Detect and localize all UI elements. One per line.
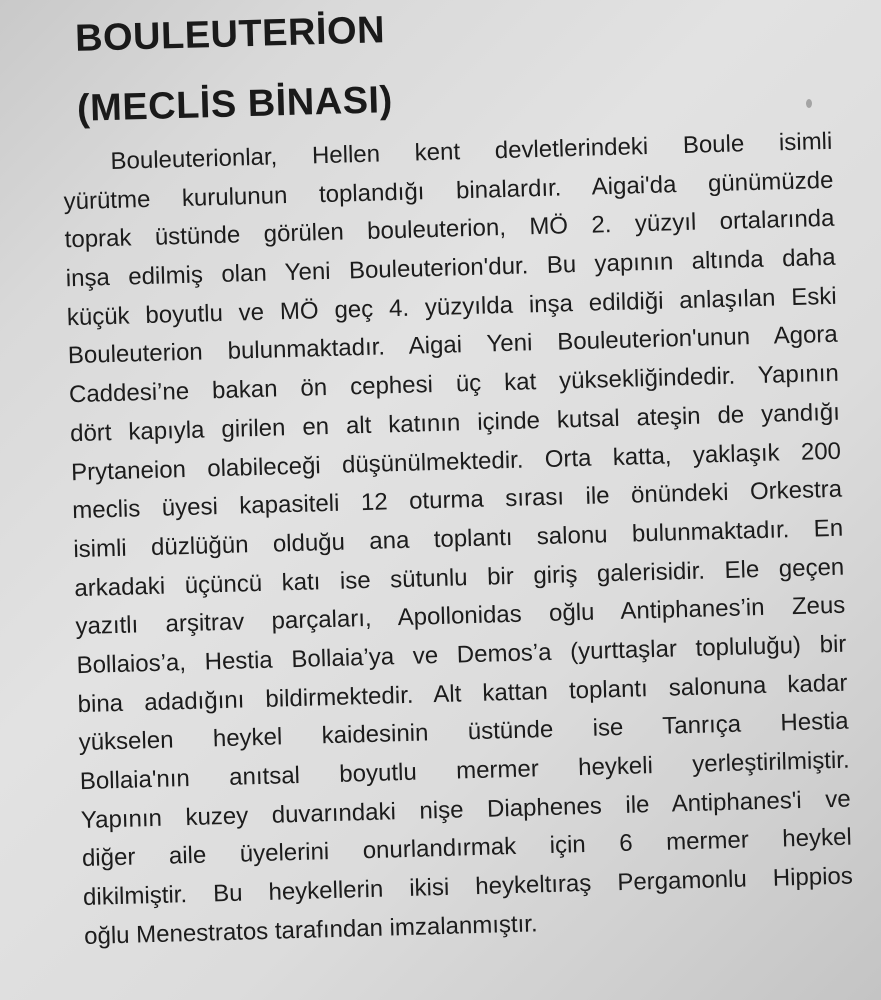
body-line: yükselen heykel kaidesinin üstünde ise Tanrıça Hestia xyxy=(78,707,849,757)
body-line: meclis üyesi kapasiteli 12 oturma sırası ile önündeki Orkestra xyxy=(71,475,843,525)
sign-title xyxy=(74,0,394,144)
body-line: inşa edilmiş olan Yeni Bouleuterion'dur. Bu yapının altında daha xyxy=(65,243,836,293)
body-line: isimli düzlüğün olduğu ana toplantı salonu bulunmaktadır. En xyxy=(72,514,844,564)
body-line: dört kapıyla girilen en alt katının içinde kutsal ateşin de yandığı xyxy=(69,398,841,448)
body-line: yazıtlı arşitrav parçaları, Apollonidas oğlu Antiphanes’in Zeus xyxy=(75,591,846,641)
sign-title-line-2: (MECLİS BİNASI) xyxy=(76,79,394,130)
sign-title-line-1: BOULEUTERİON xyxy=(74,9,386,60)
body-line: Bouleuterionlar, Hellen kent devletlerindeki Boule isimli xyxy=(110,127,833,175)
body-line: arkadaki üçüncü katı ise sütunlu bir giriş galerisidir. Ele geçen xyxy=(74,553,845,602)
body-line: Prytaneion olabileceği düşünülmektedir. Orta katta, yaklaşık 200 xyxy=(70,437,842,486)
body-line: yürütme kurulunun toplandığı binalardır. Aigai'da günümüzde xyxy=(63,166,834,215)
body-line: Caddesi’ne bakan ön cephesi üç kat yüksekliğindedir. Yapının xyxy=(68,359,840,409)
body-line: toprak üstünde görülen bouleuterion, MÖ 2. yüzyıl ortalarında xyxy=(64,205,835,254)
body-line: küçük boyutlu ve MÖ geç 4. yüzyılda inşa edildiği anlaşılan Eski xyxy=(66,282,837,332)
body-line: Bollaios’a, Hestia Bollaia’ya ve Demos’a (yurttaşlar topluluğu) bir xyxy=(76,630,847,680)
mounting-screw xyxy=(806,99,812,108)
body-line: bina adadığını bildirmektedir. Alt kattan toplantı salonuna kadar xyxy=(77,669,848,718)
sign-body-text xyxy=(62,123,854,957)
body-line: oğlu Menestratos tarafından imzalanmıştır. xyxy=(83,910,538,950)
body-line: diğer aile üyelerini onurlandırmak için 6 mermer heykel xyxy=(81,823,853,873)
body-line: Bollaia'nın anıtsal boyutlu mermer heykeli yerleştirilmiştir. xyxy=(79,746,850,796)
body-line: Yapının kuzey duvarındaki nişe Diaphenes ile Antiphanes'i ve xyxy=(80,785,852,834)
body-line: Bouleuterion bulunmaktadır. Aigai Yeni Bouleuterion'unun Agora xyxy=(67,321,839,370)
body-line: dikilmiştir. Bu heykellerin ikisi heykeltıraş Pergamonlu Hippios xyxy=(82,862,854,912)
